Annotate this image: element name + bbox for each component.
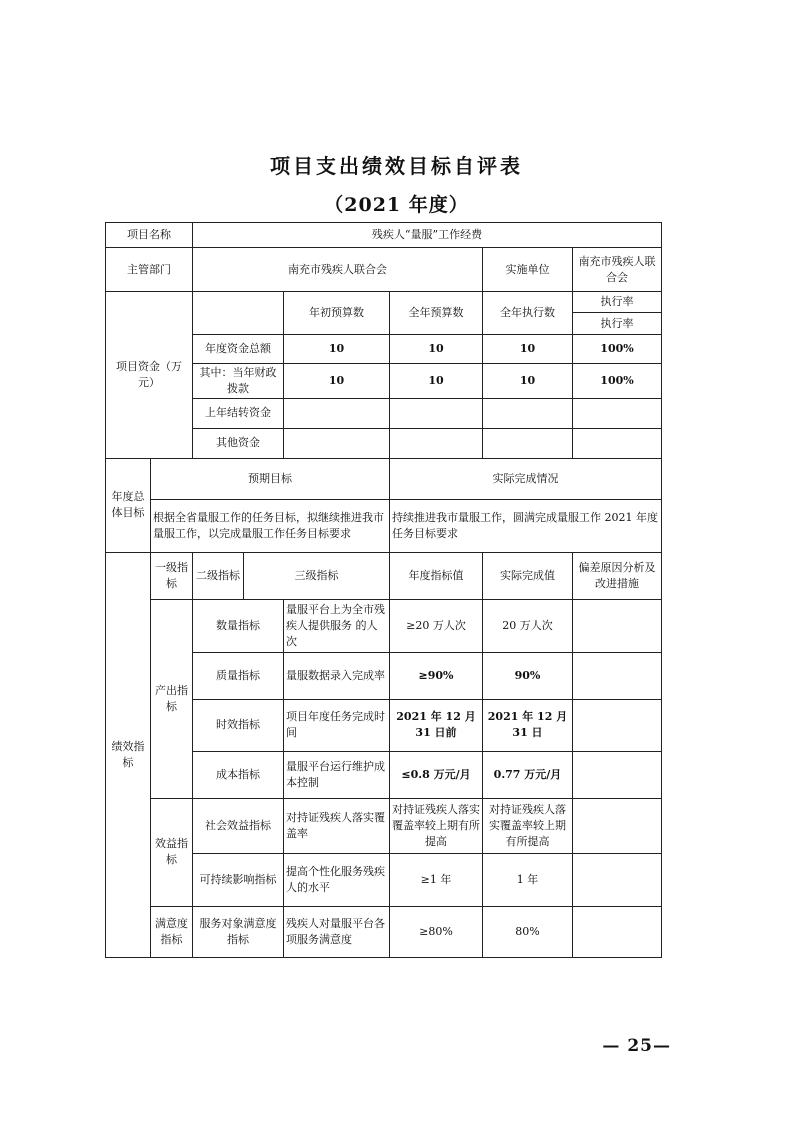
indicator-target: ≥90% [390, 652, 483, 699]
goals-actual-header: 实际完成情况 [390, 458, 662, 499]
indicator-target: ≥20 万人次 [390, 599, 483, 652]
indicator-level3: 对持证残疾人落实覆盖率 [284, 798, 390, 853]
indicator-actual: 0.77 万元/月 [483, 751, 573, 798]
indicator-deviation [573, 699, 662, 751]
funds-row-rate: 100% [573, 335, 662, 364]
impl-unit-value: 南充市残疾人联合会 [573, 248, 662, 292]
funds-row-executed: 10 [483, 364, 573, 399]
indicators-header-level3: 三级指标 [244, 552, 390, 599]
indicator-actual: 2021 年 12 月 31 日 [483, 699, 573, 751]
impl-unit-label: 实施单位 [483, 248, 573, 292]
funds-row-rate [573, 398, 662, 428]
funds-row-annual [390, 428, 483, 458]
funds-section-label: 项目资金（万元） [106, 292, 193, 459]
indicator-row [106, 906, 662, 957]
indicator-level1: 产出指标 [151, 599, 193, 798]
indicator-level1: 效益指标 [151, 798, 193, 906]
goals-section-label: 年度总体目标 [106, 458, 151, 552]
funds-row-rate [573, 428, 662, 458]
indicators-header-actual: 实际完成值 [483, 552, 573, 599]
indicator-deviation [573, 906, 662, 957]
indicator-level3: 残疾人对量服平台各项服务满意度 [284, 906, 390, 957]
indicator-level2: 质量指标 [193, 652, 284, 699]
indicator-target: ≤0.8 万元/月 [390, 751, 483, 798]
document-title: 项目支出绩效目标自评表 [270, 154, 523, 178]
indicator-deviation [573, 751, 662, 798]
indicator-level3: 量服平台上为全市残疾人提供服务 的人次 [284, 599, 390, 652]
funds-row-initial [284, 398, 390, 428]
funds-header-blank [193, 292, 284, 335]
indicator-actual: 90% [483, 652, 573, 699]
funds-row-label: 其他资金 [193, 428, 284, 458]
indicator-actual: 20 万人次 [483, 599, 573, 652]
goals-expected-header: 预期目标 [151, 458, 390, 499]
funds-header-annual: 全年预算数 [390, 292, 483, 335]
indicator-level2: 社会效益指标 [193, 798, 284, 853]
indicator-deviation [573, 798, 662, 853]
project-name-value: 残疾人“量服”工作经费 [193, 223, 662, 248]
funds-row-label: 年度资金总额 [193, 335, 284, 364]
indicator-target: 2021 年 12 月 31 日前 [390, 699, 483, 751]
indicator-deviation [573, 652, 662, 699]
project-name-label: 项目名称 [106, 223, 193, 248]
goals-actual-text: 持续推进我市量服工作，圆满完成量服工作 2021 年度任务目标要求 [390, 499, 662, 552]
indicator-level3: 提高个性化服务残疾人的水平 [284, 853, 390, 906]
document-year: （2021 年度） [324, 194, 469, 216]
self-evaluation-table [105, 222, 662, 958]
indicators-section-label: 绩效指标 [106, 552, 151, 957]
indicator-actual: 1 年 [483, 853, 573, 906]
funds-header-initial: 年初预算数 [284, 292, 390, 335]
indicators-header-level2: 二级指标 [193, 552, 244, 599]
indicator-level2: 数量指标 [193, 599, 284, 652]
indicator-target: ≥80% [390, 906, 483, 957]
indicator-deviation [573, 599, 662, 652]
funds-row-label: 上年结转资金 [193, 398, 284, 428]
goals-expected-text: 根据全省量服工作的任务目标，拟继续推进我市量服工作，以完成量服工作任务目标要求 [151, 499, 390, 552]
indicator-level2: 可持续影响指标 [193, 853, 284, 906]
funds-row-executed: 10 [483, 335, 573, 364]
indicator-level2: 服务对象满意度指标 [193, 906, 284, 957]
funds-row-annual: 10 [390, 335, 483, 364]
funds-row-annual: 10 [390, 364, 483, 399]
indicators-header-level1: 一级指标 [151, 552, 193, 599]
indicator-level2: 时效指标 [193, 699, 284, 751]
indicator-deviation [573, 853, 662, 906]
funds-row-executed [483, 428, 573, 458]
indicator-level3: 量服平台运行维护成本控制 [284, 751, 390, 798]
funds-header-rate-top: 执行率 [573, 292, 662, 313]
indicator-row [106, 599, 662, 652]
indicators-header-deviation: 偏差原因分析及改进措施 [573, 552, 662, 599]
indicators-header-target: 年度指标值 [390, 552, 483, 599]
funds-header-rate-bottom: 执行率 [573, 313, 662, 335]
funds-row-annual [390, 398, 483, 428]
funds-row-initial [284, 428, 390, 458]
dept-label: 主管部门 [106, 248, 193, 292]
funds-row-label: 其中：当年财政拨款 [193, 364, 284, 399]
indicator-actual: 80% [483, 906, 573, 957]
dept-value: 南充市残疾人联合会 [193, 248, 483, 292]
funds-row-executed [483, 398, 573, 428]
indicator-row [106, 798, 662, 853]
indicator-level3: 项目年度任务完成时间 [284, 699, 390, 751]
funds-row-initial: 10 [284, 364, 390, 399]
indicator-target: ≥1 年 [390, 853, 483, 906]
page-number: — 25— [602, 1036, 671, 1056]
indicator-target: 对持证残疾人落实覆盖率较上期有所提高 [390, 798, 483, 853]
funds-row-initial: 10 [284, 335, 390, 364]
indicator-actual: 对持证残疾人落实覆盖率较上期有所提高 [483, 798, 573, 853]
indicator-level1: 满意度指标 [151, 906, 193, 957]
funds-header-executed: 全年执行数 [483, 292, 573, 335]
funds-row-rate: 100% [573, 364, 662, 399]
indicator-level3: 量服数据录入完成率 [284, 652, 390, 699]
indicator-level2: 成本指标 [193, 751, 284, 798]
